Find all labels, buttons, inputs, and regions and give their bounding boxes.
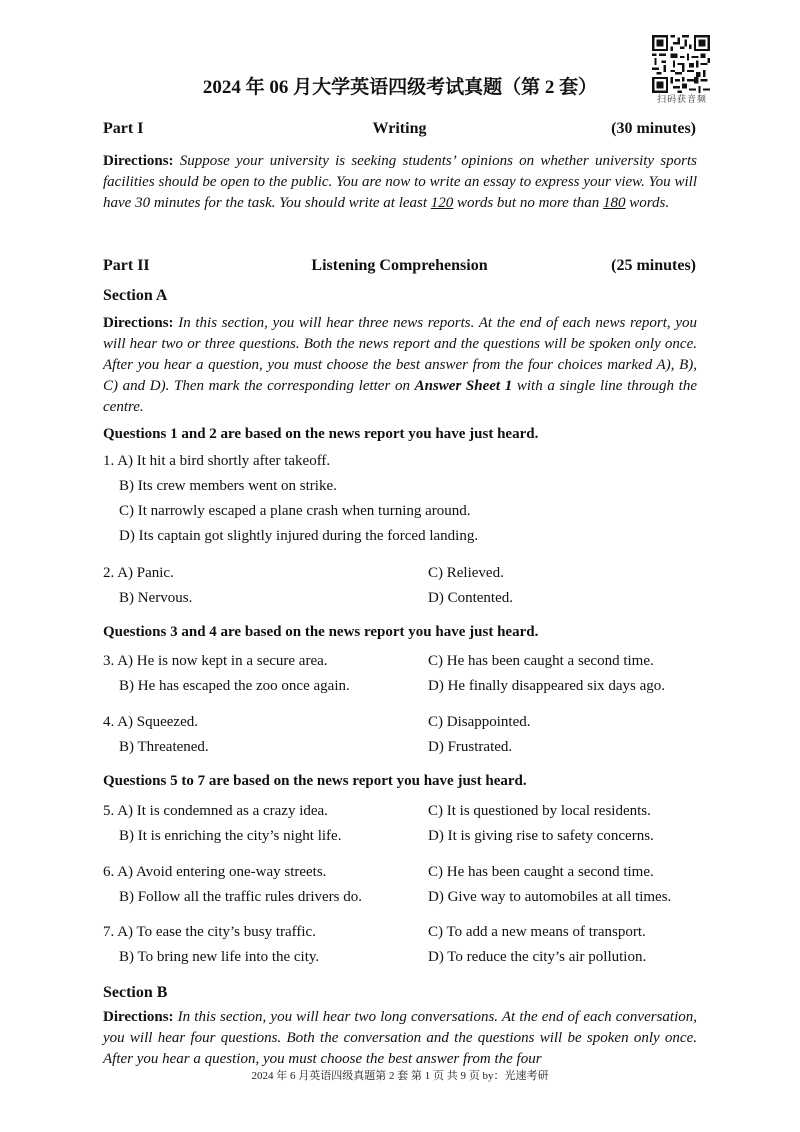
option-a: A) It hit a bird shortly after takeoff. — [117, 453, 331, 469]
directions-label: Directions: — [103, 315, 174, 331]
option-c: C) It narrowly escaped a plane crash when turning around. — [119, 503, 471, 519]
option-d: D) To reduce the city’s air pollution. — [428, 949, 647, 965]
question-number: 1. — [103, 453, 115, 469]
question-group-heading: Questions 3 and 4 are based on the news report you have just heard. — [103, 624, 539, 640]
question-number: 2. — [103, 565, 115, 581]
answer-sheet-ref: Answer Sheet 1 — [414, 378, 513, 394]
question-group-heading: Questions 5 to 7 are based on the news report you have just heard. — [103, 773, 527, 789]
option-b: B) Its crew members went on strike. — [119, 478, 337, 494]
question-7 — [103, 922, 316, 943]
option-b: B) It is enriching the city’s night life. — [119, 828, 342, 844]
option-b: B) Nervous. — [119, 590, 193, 606]
max-words: 180 — [603, 195, 626, 211]
qr-caption: 扫码获音频 — [656, 95, 707, 105]
exam-title: 2024 年 06 月大学英语四级考试真题（第 2 套） — [202, 77, 598, 98]
question-number: 7. — [103, 924, 115, 940]
directions-text: with a single line through the centre. — [103, 378, 698, 415]
option-a: A) To ease the city’s busy traffic. — [117, 924, 316, 940]
option-a: A) Panic. — [117, 565, 174, 581]
option-c: C) He has been caught a second time. — [428, 653, 654, 669]
question-6 — [103, 862, 326, 883]
option-c: C) It is questioned by local residents. — [428, 803, 651, 819]
option-b: B) To bring new life into the city. — [119, 949, 320, 965]
option-c: C) To add a new means of transport. — [428, 924, 646, 940]
option-b: B) Follow all the traffic rules drivers do. — [119, 889, 363, 905]
question-number: 4. — [103, 714, 115, 730]
question-4 — [103, 712, 198, 733]
directions-text: In this section, you will hear two long conversations. At the end of each conversation, you will hear four questions. Both the conversation and the questions will be spoken only once. After you hear a question, you must choose the best answer from the four — [103, 1009, 697, 1067]
min-words: 120 — [430, 195, 454, 211]
directions-text: words. — [625, 195, 670, 211]
question-1 — [103, 451, 330, 472]
option-c: C) He has been caught a second time. — [428, 864, 654, 880]
option-c: C) Disappointed. — [428, 714, 531, 730]
question-number: 5. — [103, 803, 115, 819]
question-number: 3. — [103, 653, 115, 669]
part1-name: Writing — [372, 120, 427, 137]
option-d: D) Its captain got slightly injured during the forced landing. — [119, 528, 479, 544]
question-3 — [103, 651, 328, 672]
part1-directions — [103, 151, 697, 214]
option-b: B) Threatened. — [119, 739, 209, 755]
part1-time: (30 minutes) — [611, 120, 696, 137]
question-number: 6. — [103, 864, 115, 880]
part2-time: (25 minutes) — [611, 257, 696, 274]
option-d: D) Frustrated. — [428, 739, 513, 755]
option-a: A) It is condemned as a crazy idea. — [117, 803, 328, 819]
option-d: D) He finally disappeared six days ago. — [428, 678, 666, 694]
directions-label: Directions: — [103, 153, 174, 169]
part1-label: Part I — [103, 120, 144, 137]
directions-label: Directions: — [103, 1009, 174, 1025]
section-a-directions — [103, 313, 697, 418]
question-group-heading: Questions 1 and 2 are based on the news report you have just heard. — [103, 426, 539, 442]
part1-header — [103, 118, 696, 140]
section-a-title: Section A — [103, 287, 168, 304]
part2-name: Listening Comprehension — [311, 257, 488, 274]
part2-label: Part II — [103, 257, 150, 274]
section-b-directions — [103, 1007, 697, 1070]
directions-text: Suppose your university is seeking students’ opinions on whether university sports facilities should be open to the public. You are now to write an essay to express your view. You will have 30 minutes for the task. You should write at least — [103, 153, 697, 211]
option-d: D) Give way to automobiles at all times. — [428, 889, 672, 905]
option-d: D) It is giving rise to safety concerns. — [428, 828, 654, 844]
part2-header — [103, 255, 696, 277]
option-a: A) Avoid entering one-way streets. — [117, 864, 327, 880]
option-b: B) He has escaped the zoo once again. — [119, 678, 350, 694]
option-c: C) Relieved. — [428, 565, 504, 581]
directions-text: words but no more than — [453, 195, 604, 211]
question-2 — [103, 563, 174, 584]
question-5 — [103, 801, 328, 822]
option-a: A) He is now kept in a secure area. — [117, 653, 328, 669]
option-d: D) Contented. — [428, 590, 513, 606]
directions-text: In this section, you will hear three news reports. At the end of each news report, you will hear two or three questions. Both the news report and the questions will be spoken only once. After you hear a question, you must choose the best answer from the four choices marked A), B), C) and D). Then mark the corresponding letter on — [103, 315, 697, 394]
option-a: A) Squeezed. — [117, 714, 198, 730]
page-footer: 2024 年 6 月英语四级真题第 2 套 第 1 页 共 9 页 by：光速考研 — [251, 1070, 549, 1082]
section-b-title: Section B — [103, 984, 168, 1001]
